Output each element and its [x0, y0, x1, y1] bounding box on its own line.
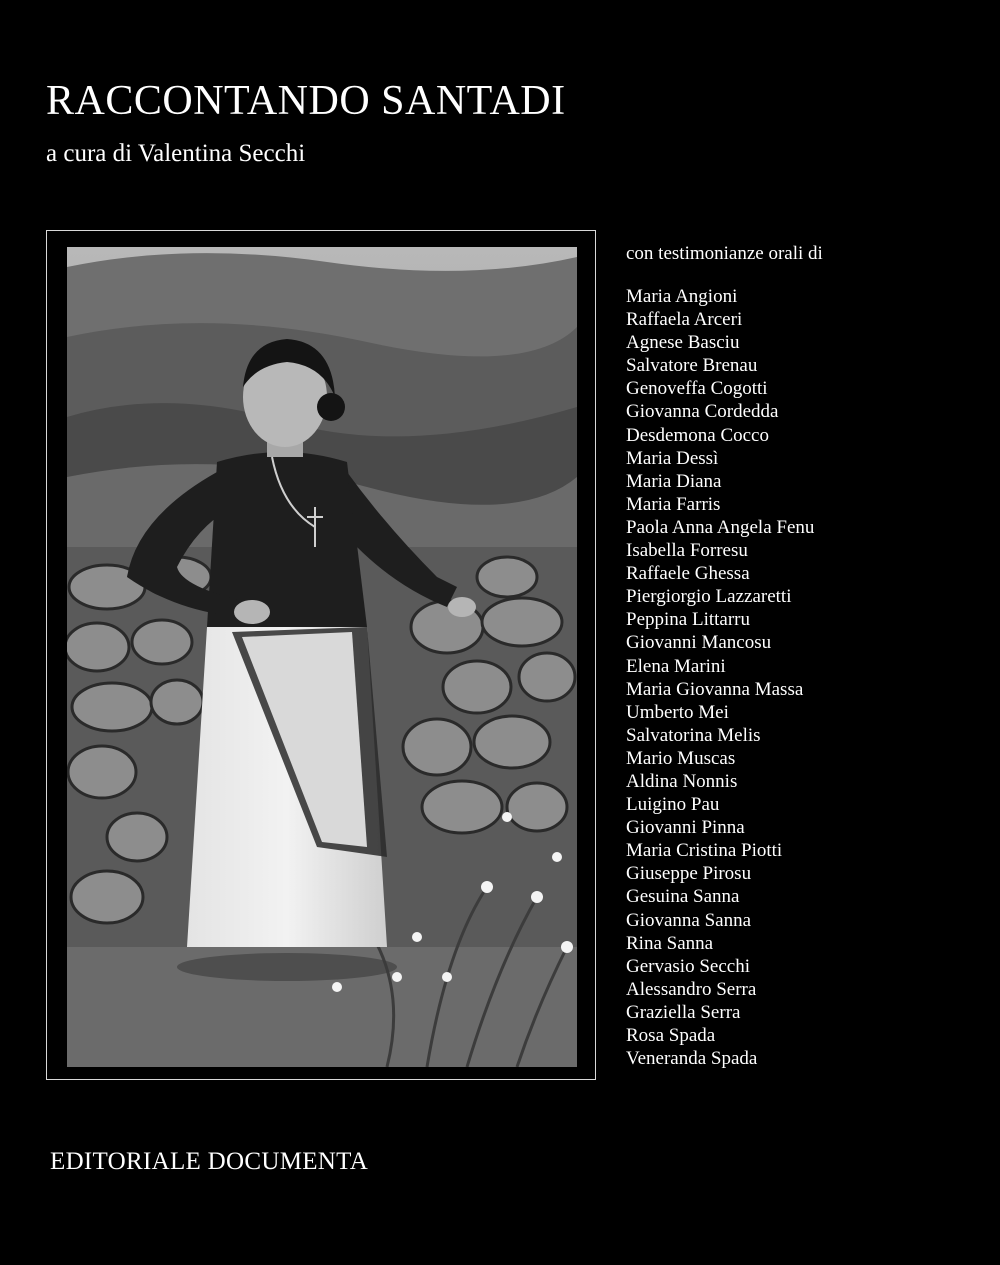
contributor-name: Alessandro Serra [626, 978, 757, 1000]
contributor-name: Piergiorgio Lazzaretti [626, 586, 792, 608]
contributor-name: Agnese Basciu [626, 332, 740, 354]
contributors-list [626, 285, 814, 1070]
contributor-name: Maria Dessì [626, 447, 719, 469]
contributor-name: Rina Sanna [626, 932, 714, 954]
contributor-name: Isabella Forresu [626, 540, 748, 562]
contributor-name: Luigino Pau [626, 794, 720, 816]
contributor-name: Mario Muscas [626, 747, 736, 769]
contributor-name: Salvatore Brenau [626, 355, 758, 377]
book-title: RACCONTANDO SANTADI [46, 78, 566, 124]
photo-frame [46, 230, 596, 1080]
contributor-name: Genoveffa Cogotti [626, 378, 768, 400]
editor-line: a cura di Valentina Secchi [46, 140, 306, 167]
contributor-name: Peppina Littarru [626, 609, 750, 631]
contributor-name: Maria Cristina Piotti [626, 840, 783, 862]
publisher-name: EDITORIALE DOCUMENTA [50, 1148, 369, 1175]
contributor-name: Aldina Nonnis [626, 770, 738, 792]
contributor-name: Giuseppe Pirosu [626, 863, 752, 885]
cover-photograph [67, 247, 577, 1067]
contributor-name: Giovanna Sanna [626, 909, 752, 931]
contributor-name: Maria Farris [626, 493, 721, 515]
contributor-name: Raffaela Arceri [626, 309, 743, 331]
contributor-name: Raffaele Ghessa [626, 563, 750, 585]
contributor-name: Maria Diana [626, 470, 722, 492]
contributor-name: Maria Giovanna Massa [626, 678, 804, 700]
contributor-name: Giovanni Pinna [626, 817, 745, 839]
contributor-name: Graziella Serra [626, 1001, 741, 1023]
contributor-name: Umberto Mei [626, 701, 729, 723]
contributor-name: Giovanni Mancosu [626, 632, 772, 654]
contributor-name: Veneranda Spada [626, 1048, 758, 1070]
contributor-name: Gervasio Secchi [626, 955, 750, 977]
contributor-name: Maria Angioni [626, 286, 738, 307]
contributors-intro: con testimonianze orali di [626, 243, 823, 264]
contributor-name: Salvatorina Melis [626, 724, 761, 746]
contributor-name: Desdemona Cocco [626, 424, 769, 446]
contributor-name: Elena Marini [626, 655, 726, 677]
contributor-name: Giovanna Cordedda [626, 401, 779, 423]
contributor-name: Rosa Spada [626, 1025, 716, 1046]
contributor-name: Paola Anna Angela Fenu [626, 516, 815, 538]
contributor-name: Gesuina Sanna [626, 886, 740, 908]
